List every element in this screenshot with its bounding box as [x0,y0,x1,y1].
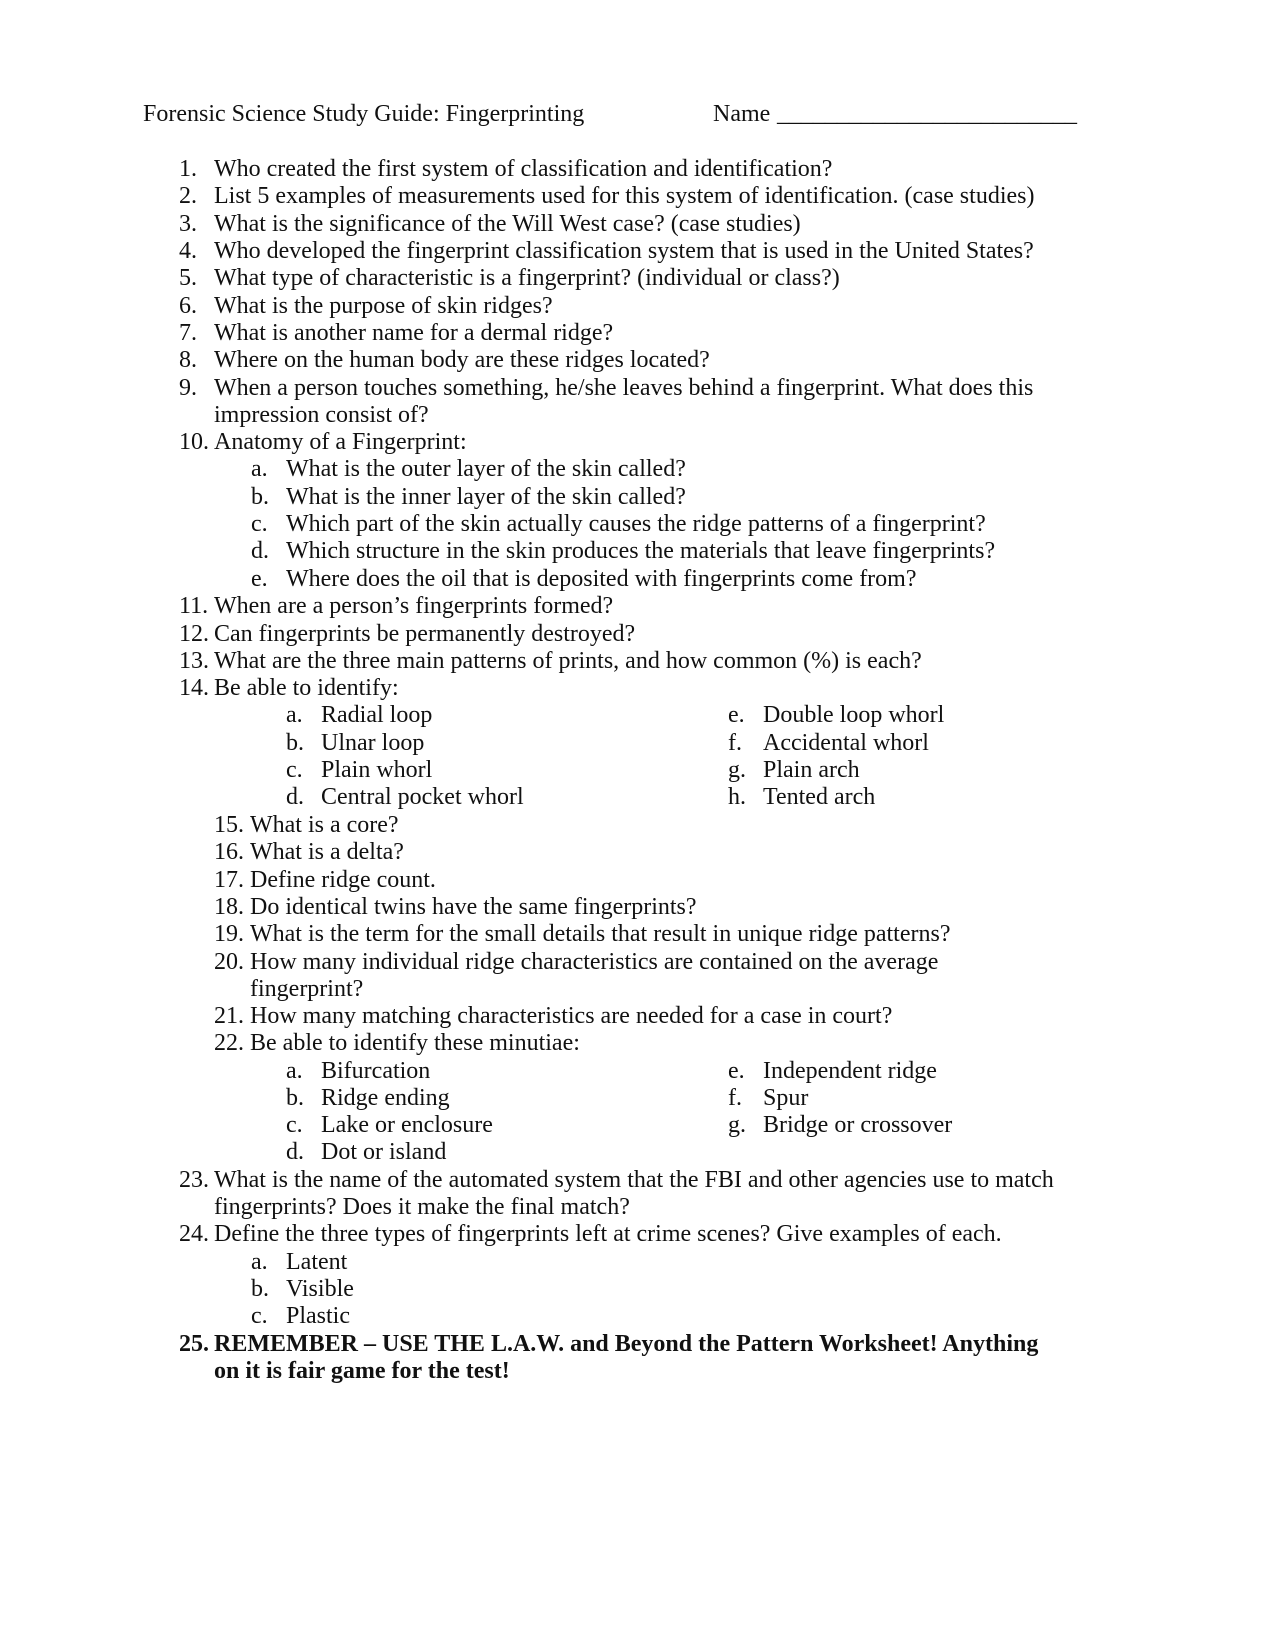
item-number: 20. [214,949,244,975]
item-number: c. [251,1303,268,1329]
item-text: Do identical twins have the same fingerprints? [250,894,697,920]
item-number: e. [728,702,745,728]
item-number: 15. [214,812,244,838]
item-text: Who created the first system of classification and identification? [214,156,833,182]
item-text: Latent [286,1249,348,1275]
name-label: Name [713,101,771,127]
item-text: What is a core? [250,812,399,838]
item-text: Define the three types of fingerprints left at crime scenes? Give examples of each. [214,1221,1002,1247]
item-number: 2. [179,183,197,209]
item-text: What are the three main patterns of prints, and how common (%) is each? [214,648,922,674]
item-text: When a person touches something, he/she leaves behind a fingerprint. What does this [214,375,1034,401]
item-number: 13. [179,648,209,674]
item-text: Tented arch [763,784,876,810]
item-text: Bridge or crossover [763,1112,953,1138]
item-text: What is the name of the automated system that the FBI and other agencies use to match [214,1167,1054,1193]
item-number: 4. [179,238,197,264]
item-number: 19. [214,921,244,947]
item-number: g. [728,757,746,783]
item-number: f. [728,730,742,756]
item-text: Spur [763,1085,809,1111]
item-number: 12. [179,621,209,647]
item-number: c. [286,757,303,783]
item-text: What is the significance of the Will West case? (case studies) [214,211,801,237]
item-number: 24. [179,1221,209,1247]
item-number: 9. [179,375,197,401]
item-text: How many matching characteristics are needed for a case in court? [250,1003,893,1029]
item-number: h. [728,784,746,810]
item-number: b. [251,1276,269,1302]
name-blank-line: _________________________ [777,101,1077,127]
item-number: 22. [214,1030,244,1056]
item-text: What is the outer layer of the skin called? [286,456,686,482]
item-text: Ulnar loop [321,730,425,756]
item-text: Independent ridge [763,1058,937,1084]
item-text: Which part of the skin actually causes the ridge patterns of a fingerprint? [286,511,986,537]
item-text-continuation: impression consist of? [214,402,429,428]
item-number: a. [286,1058,303,1084]
item-number: a. [251,1249,268,1275]
item-number: 16. [214,839,244,865]
item-number: 23. [179,1167,209,1193]
item-number: c. [251,511,268,537]
item-text: Who developed the fingerprint classification system that is used in the United States? [214,238,1034,264]
item-number: 6. [179,293,197,319]
item-number: b. [286,730,304,756]
item-text: What is the purpose of skin ridges? [214,293,553,319]
item-number: 10. [179,429,209,455]
item-text: Be able to identify: [214,675,399,701]
item-number: e. [251,566,268,592]
item-number: 14. [179,675,209,701]
item-text: Define ridge count. [250,867,436,893]
item-text: Anatomy of a Fingerprint: [214,429,467,455]
item-number: 25. [179,1331,209,1357]
item-text: Which structure in the skin produces the materials that leave fingerprints? [286,538,996,564]
item-text: Plastic [286,1303,350,1329]
item-number: 17. [214,867,244,893]
item-text: Accidental whorl [763,730,929,756]
item-text: What is a delta? [250,839,404,865]
item-number: e. [728,1058,745,1084]
item-number: b. [251,484,269,510]
item-number: c. [286,1112,303,1138]
item-text: REMEMBER – USE THE L.A.W. and Beyond the Pattern Worksheet! Anything [214,1331,1039,1357]
item-number: 5. [179,265,197,291]
item-number: g. [728,1112,746,1138]
item-text: Dot or island [321,1139,447,1165]
item-text: Ridge ending [321,1085,450,1111]
item-text-continuation: fingerprints? Does it make the final match? [214,1194,630,1220]
item-number: f. [728,1085,742,1111]
item-text: Where on the human body are these ridges located? [214,347,710,373]
item-number: 7. [179,320,197,346]
item-number: d. [286,1139,304,1165]
item-text: Where does the oil that is deposited with fingerprints come from? [286,566,917,592]
item-text: What is another name for a dermal ridge? [214,320,614,346]
item-text: How many individual ridge characteristics are contained on the average [250,949,939,975]
item-text: Double loop whorl [763,702,945,728]
item-number: a. [251,456,268,482]
item-number: d. [251,538,269,564]
item-text: When are a person’s fingerprints formed? [214,593,614,619]
item-number: 8. [179,347,197,373]
item-text: Central pocket whorl [321,784,524,810]
item-number: 18. [214,894,244,920]
item-text: Plain arch [763,757,860,783]
item-text: What is the term for the small details that result in unique ridge patterns? [250,921,951,947]
item-text: What is the inner layer of the skin called? [286,484,686,510]
item-text-continuation: on it is fair game for the test! [214,1358,510,1384]
item-number: a. [286,702,303,728]
item-number: 1. [179,156,197,182]
document-title: Forensic Science Study Guide: Fingerprinting [143,101,585,127]
item-text: Lake or enclosure [321,1112,493,1138]
item-number: b. [286,1085,304,1111]
item-number: 3. [179,211,197,237]
item-text: Be able to identify these minutiae: [250,1030,580,1056]
item-text: What type of characteristic is a fingerprint? (individual or class?) [214,265,840,291]
item-text: Can fingerprints be permanently destroyed? [214,621,636,647]
item-text: List 5 examples of measurements used for this system of identification. (case studies) [214,183,1035,209]
item-text-continuation: fingerprint? [250,976,364,1002]
item-number: d. [286,784,304,810]
item-text: Radial loop [321,702,433,728]
item-number: 21. [214,1003,244,1029]
item-text: Visible [286,1276,354,1302]
item-number: 11. [179,593,209,619]
item-text: Plain whorl [321,757,433,783]
item-text: Bifurcation [321,1058,431,1084]
